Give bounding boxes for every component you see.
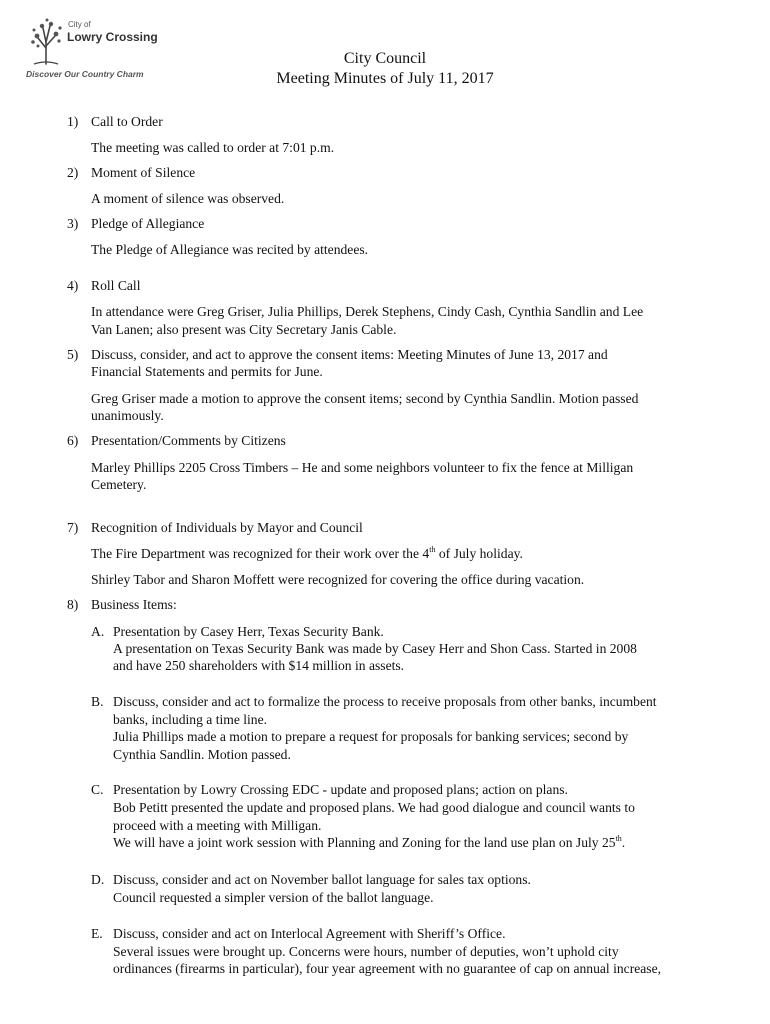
item-number: 3) xyxy=(67,216,79,231)
item-heading: Business Items: xyxy=(91,597,177,612)
item-heading: Moment of Silence xyxy=(91,165,196,180)
business-letter: B. xyxy=(91,694,104,709)
item-number: 7) xyxy=(67,520,79,535)
item-number: 5) xyxy=(67,347,79,362)
item-body: Marley Phillips 2205 Cross Timbers – He and some neighbors volunteer to fix the fence at Milligan xyxy=(91,460,634,475)
business-line: Discuss, consider and act on November ballot language for sales tax options. xyxy=(113,872,531,887)
item-heading: Financial Statements and permits for June. xyxy=(91,364,323,379)
business-line: Presentation by Casey Herr, Texas Security Bank. xyxy=(113,624,384,639)
business-line: Julia Phillips made a motion to prepare a request for proposals for banking services; second by xyxy=(113,729,629,744)
item-body: Van Lanen; also present was City Secretary Janis Cable. xyxy=(91,322,397,337)
business-line: A presentation on Texas Security Bank was made by Casey Herr and Shon Cass. Started in 2008 xyxy=(113,641,637,656)
business-line: ordinances (firearms in particular), four year agreement with no guarantee of cap on annual increase, xyxy=(113,961,662,976)
item-number: 4) xyxy=(67,278,79,293)
item-body: The Pledge of Allegiance was recited by attendees. xyxy=(91,242,369,257)
item-body: The Fire Department was recognized for their work over the 4th of July holiday. xyxy=(91,545,523,561)
item-heading: Presentation/Comments by Citizens xyxy=(91,433,286,448)
business-line: Council requested a simpler version of the ballot language. xyxy=(113,890,434,905)
item-number: 6) xyxy=(67,433,79,448)
business-letter: E. xyxy=(91,926,103,941)
business-line: Presentation by Lowry Crossing EDC - update and proposed plans; action on plans. xyxy=(113,782,568,797)
business-line: Discuss, consider and act on Interlocal Agreement with Sheriff’s Office. xyxy=(113,926,506,941)
logo-city-name: Lowry Crossing xyxy=(67,30,158,44)
business-line: Bob Petitt presented the update and proposed plans. We had good dialogue and council wants to xyxy=(113,800,635,815)
item-body: In attendance were Greg Griser, Julia Phillips, Derek Stephens, Cindy Cash, Cynthia Sandlin and Lee xyxy=(91,304,644,319)
logo-tagline: Discover Our Country Charm xyxy=(26,69,144,79)
business-line: proceed with a meeting with Milligan. xyxy=(113,818,322,833)
logo-city-of: City of xyxy=(68,20,91,29)
item-number: 8) xyxy=(67,597,79,612)
business-line: and have 250 shareholders with $14 million in assets. xyxy=(113,658,405,673)
business-line: banks, including a time line. xyxy=(113,712,268,727)
item-heading: Roll Call xyxy=(91,278,141,293)
business-line: Discuss, consider and act to formalize the process to receive proposals from other banks, incumbent xyxy=(113,694,657,709)
business-line: We will have a joint work session with Planning and Zoning for the land use plan on July 25th. xyxy=(113,834,626,850)
item-heading: Discuss, consider, and act to approve the consent items: Meeting Minutes of June 13, 2017 and xyxy=(91,347,608,362)
item-heading: Call to Order xyxy=(91,114,163,129)
item-number: 2) xyxy=(67,165,79,180)
item-body: Cemetery. xyxy=(91,477,147,492)
item-body: The meeting was called to order at 7:01 p.m. xyxy=(91,140,335,155)
business-line: Several issues were brought up. Concerns were hours, number of deputies, won’t uphold city xyxy=(113,944,619,959)
business-letter: D. xyxy=(91,872,105,887)
item-heading: Pledge of Allegiance xyxy=(91,216,205,231)
item-body: unanimously. xyxy=(91,408,164,423)
document-title: City Council xyxy=(343,50,427,67)
item-body: Greg Griser made a motion to approve the consent items; second by Cynthia Sandlin. Motion passed xyxy=(91,391,639,406)
business-letter: A. xyxy=(91,624,105,639)
business-letter: C. xyxy=(91,782,104,797)
item-heading: Recognition of Individuals by Mayor and Council xyxy=(91,520,363,535)
business-line: Cynthia Sandlin. Motion passed. xyxy=(113,747,291,762)
item-number: 1) xyxy=(67,114,79,129)
item-body: Shirley Tabor and Sharon Moffett were recognized for covering the office during vacation. xyxy=(91,572,585,587)
document-subtitle: Meeting Minutes of July 11, 2017 xyxy=(276,70,494,87)
item-body: A moment of silence was observed. xyxy=(91,191,285,206)
